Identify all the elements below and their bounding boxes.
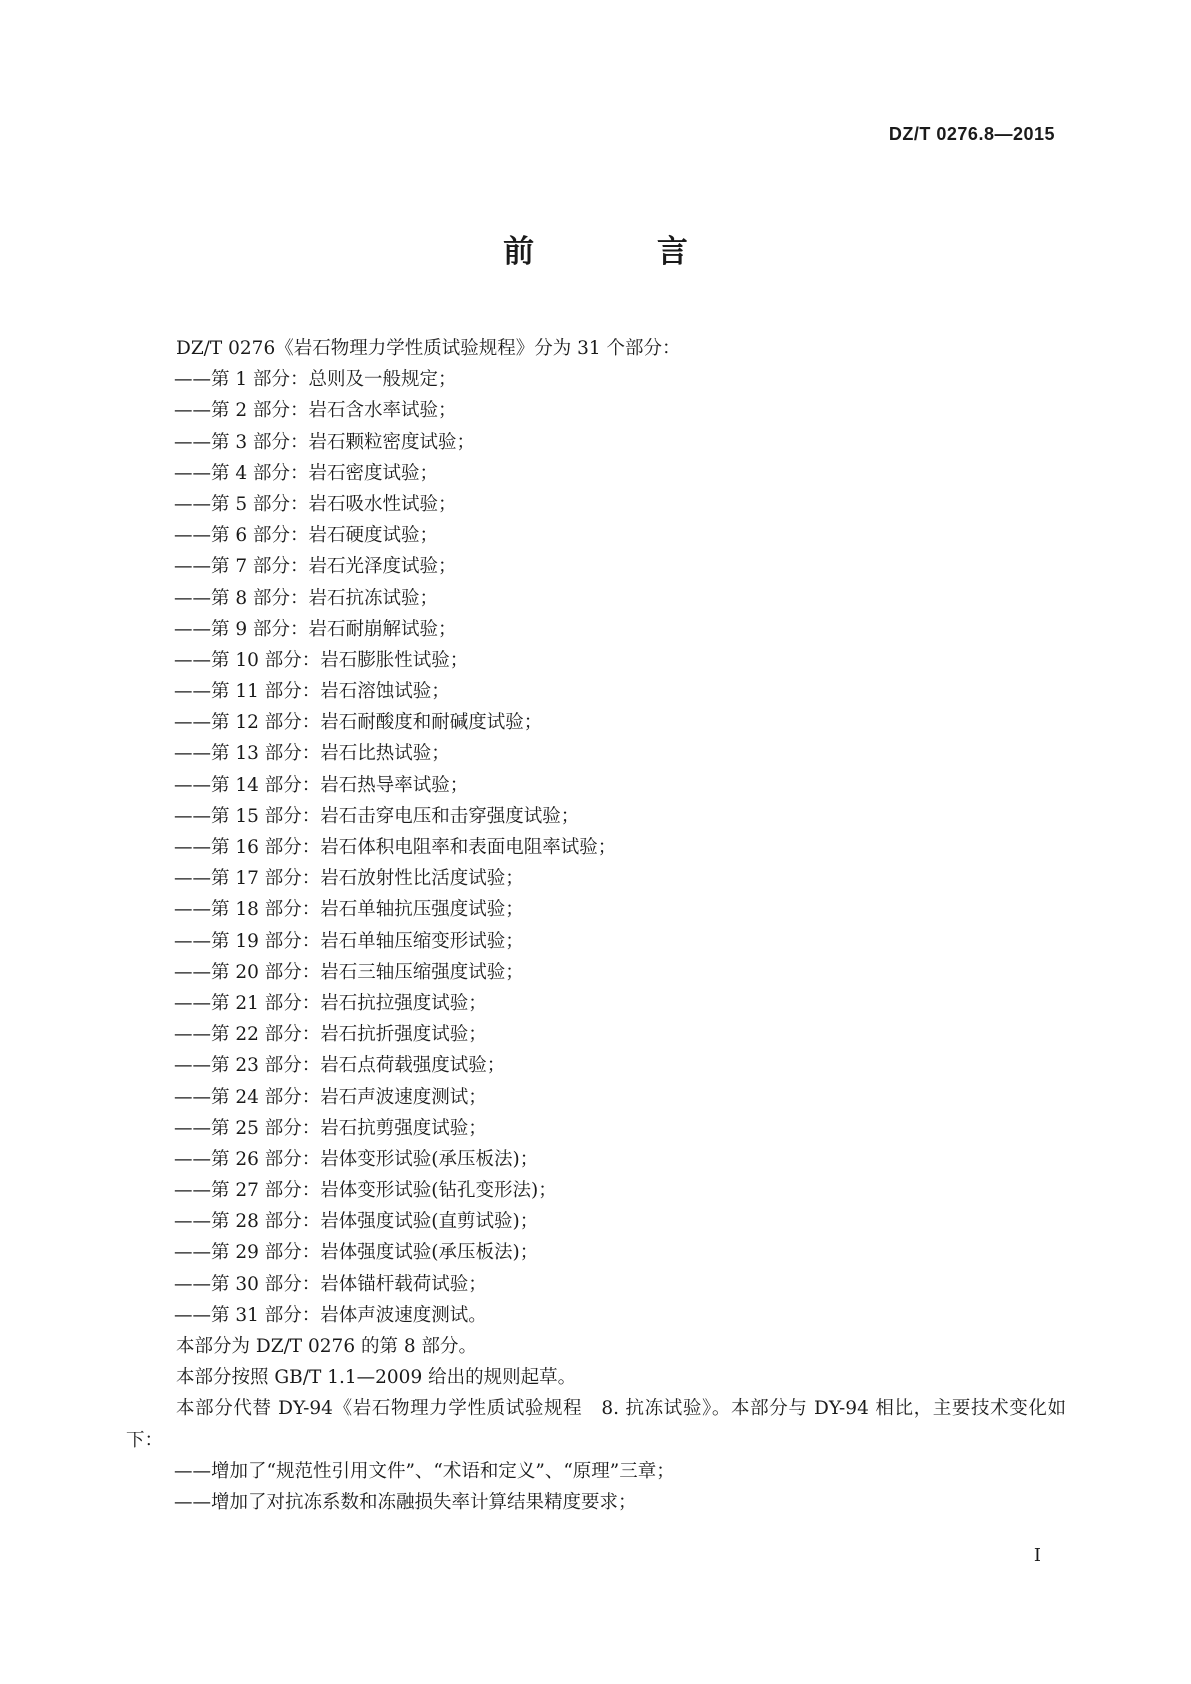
list-item: ——第 11 部分：岩石溶蚀试验； (174, 681, 450, 703)
statement-this-part: 本部分为 DZ/T 0276 的第 8 部分。 (176, 1336, 478, 1357)
list-item: ——第 1 部分：总则及一般规定； (174, 369, 457, 391)
list-item: ——第 15 部分：岩石击穿电压和击穿强度试验； (174, 805, 580, 827)
list-item: ——第 6 部分：岩石硬度试验； (174, 525, 439, 547)
list-item: ——第 3 部分：岩石颗粒密度试验； (174, 431, 476, 453)
list-item: ——第 27 部分：岩体变形试验(钻孔变形法)； (174, 1180, 557, 1202)
standard-code: DZ/T 0276.8—2015 (888, 124, 1055, 144)
list-item: ——第 28 部分：岩体强度试验(直剪试验)； (174, 1211, 539, 1233)
page-number: I (1033, 1545, 1041, 1566)
statement-drafting-rule: 本部分按照 GB/T 1.1—2009 给出的规则起草。 (176, 1367, 577, 1389)
intro-line: DZ/T 0276《岩石物理力学性质试验规程》分为 31 个部分： (176, 338, 681, 359)
change-item: ——增加了对抗冻系数和冻融损失率计算结果精度要求； (174, 1491, 637, 1513)
list-item: ——第 21 部分：岩石抗拉强度试验； (174, 992, 487, 1014)
list-item: ——第 17 部分：岩石放射性比活度试验； (174, 868, 524, 890)
list-item: ——第 23 部分：岩石点荷载强度试验； (174, 1055, 506, 1077)
list-item: ——第 24 部分：岩石声波速度测试； (174, 1086, 487, 1108)
statement-replaces: 本部分代替 DY-94《岩石物理力学性质试验规程 8. 抗冻试验》。本部分与 DY-94 相比，主要技术变化如下： (126, 1398, 1066, 1451)
list-item: ——第 19 部分：岩石单轴压缩变形试验； (174, 930, 524, 952)
list-item: ——第 12 部分：岩石耐酸度和耐碱度试验； (174, 712, 543, 734)
list-item: ——第 13 部分：岩石比热试验； (174, 743, 450, 765)
list-item: ——第 2 部分：岩石含水率试验； (174, 400, 457, 422)
list-item: ——第 9 部分：岩石耐崩解试验； (174, 618, 457, 640)
list-item: ——第 29 部分：岩体强度试验(承压板法)； (174, 1242, 539, 1264)
list-item: ——第 10 部分：岩石膨胀性试验； (174, 649, 469, 671)
list-item: ——第 7 部分：岩石光泽度试验； (174, 556, 457, 578)
foreword-body (126, 333, 1066, 1518)
list-item: ——第 22 部分：岩石抗折强度试验； (174, 1024, 487, 1046)
list-item: ——第 20 部分：岩石三轴压缩强度试验； (174, 961, 524, 983)
change-item: ——增加了“规范性引用文件”、“术语和定义”、“原理”三章； (174, 1460, 675, 1482)
list-item: ——第 14 部分：岩石热导率试验； (174, 774, 469, 796)
list-item: ——第 5 部分：岩石吸水性试验； (174, 493, 457, 515)
list-item: ——第 18 部分：岩石单轴抗压强度试验； (174, 899, 524, 921)
list-item: ——第 30 部分：岩体锚杆载荷试验； (174, 1273, 487, 1295)
list-item: ——第 16 部分：岩石体积电阻率和表面电阻率试验； (174, 837, 617, 858)
list-item: ——第 8 部分：岩石抗冻试验； (174, 587, 439, 609)
list-item: ——第 25 部分：岩石抗剪强度试验； (174, 1117, 487, 1139)
list-item: ——第 26 部分：岩体变形试验(承压板法)； (174, 1148, 539, 1170)
list-item: ——第 31 部分：岩体声波速度测试。 (174, 1304, 487, 1326)
page-title: 前 言 (503, 234, 744, 270)
list-item: ——第 4 部分：岩石密度试验； (174, 462, 439, 484)
